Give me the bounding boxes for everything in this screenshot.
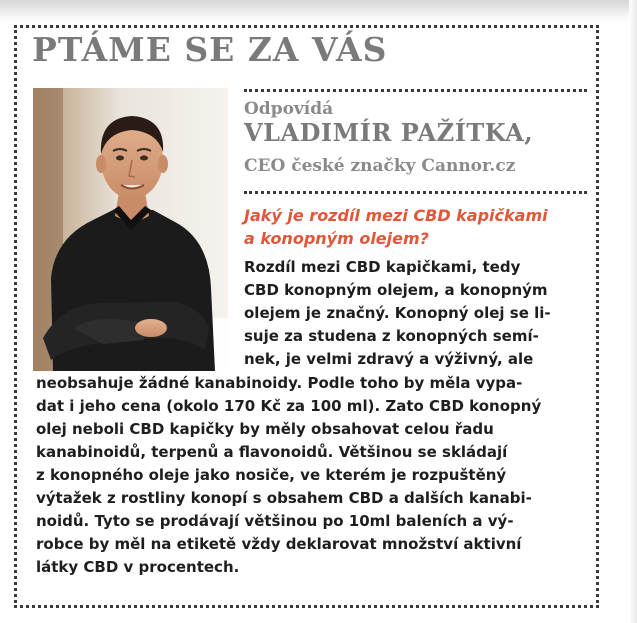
answer-line: olejem je značný. Konopný olej se li-: [244, 304, 551, 322]
page-top-shadow: [0, 0, 637, 22]
answer-line: nek, je velmi zdravý a výživný, ale: [244, 350, 534, 368]
divider-bottom: [244, 191, 587, 194]
divider-top: [244, 89, 587, 92]
answer-line: robce by měl na etiketě vždy deklarovat množství aktivní: [36, 535, 522, 553]
answer-line: kanabinoidů, terpenů a flavonoidů. Většinou se skládají: [36, 443, 508, 461]
answer-line: výtažek z rostliny konopí s obsahem CBD a dalších kanabi-: [36, 489, 532, 507]
expert-role: CEO české značky Cannor.cz: [244, 156, 516, 176]
expert-portrait-image: [33, 88, 228, 371]
expert-photo: [33, 88, 228, 371]
answer-line: látky CBD v procentech.: [36, 558, 240, 576]
answer-line: Rozdíl mezi CBD kapičkami, tedy: [244, 258, 521, 276]
answer-line: suje za studena z konopných semí-: [244, 327, 539, 345]
answer-line: z konopného oleje jako nosiče, ve kterém je rozpuštěný: [36, 466, 507, 484]
section-heading: PTÁME SE ZA VÁS: [32, 30, 388, 69]
answer-line: neobsahuje žádné kanabinoidy. Podle toho by měla vypa-: [36, 374, 523, 392]
question-line: a konopným olejem?: [244, 229, 429, 248]
answer-line: olej neboli CBD kapičky by měly obsahovat celou řadu: [36, 420, 494, 438]
question-line: Jaký je rozdíl mezi CBD kapičkami: [244, 206, 548, 225]
answer-line: CBD konopným olejem, a konopným: [244, 281, 548, 299]
answered-by-label: Odpovídá: [244, 99, 334, 119]
expert-name: VLADIMÍR PAŽÍTKA,: [244, 118, 534, 147]
answer-line: dat i jeho cena (okolo 170 Kč za 100 ml). Zato CBD konopný: [36, 397, 542, 415]
answer-line: noidů. Tyto se prodávají většinou po 10ml baleních a vý-: [36, 512, 514, 530]
page-edge-shadow: [629, 0, 637, 623]
